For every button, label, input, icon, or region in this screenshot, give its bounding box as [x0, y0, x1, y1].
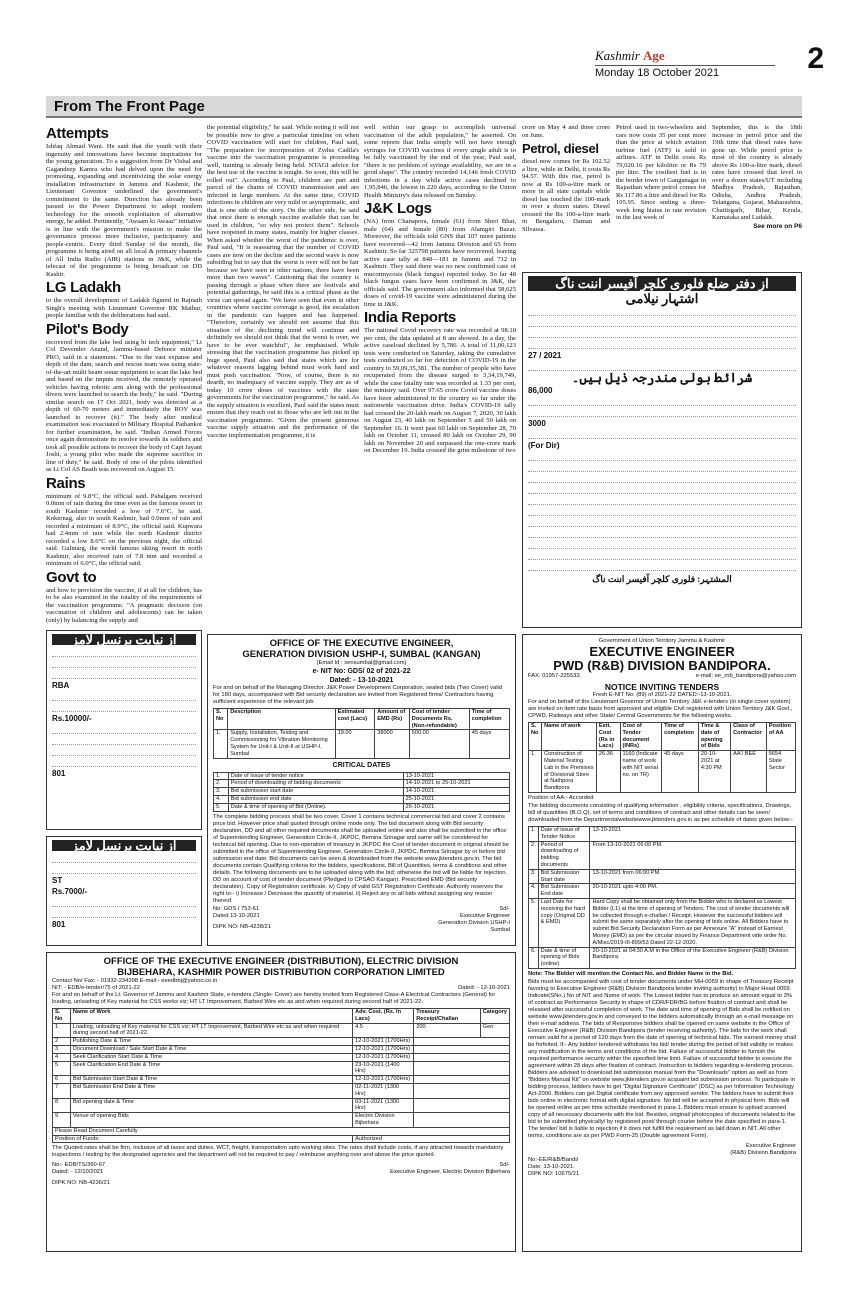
headline-govt-to: Govt to — [46, 568, 97, 586]
urdu-tag: (For Dir) — [528, 441, 560, 450]
pwd-bandipora-tender: Government of Union Territory Jammu & Kashmir EXECUTIVE ENGINEER PWD (R&B) DIVISION BANDIPORA. FAX: 01957-225533. e-mail: ee_rnb_bandipora@yahoo.com NOTICE INVITING TENDERS Fresh E-NIT No: (89) of 2021-22 DATED:-13-10-2021. For and on behalf of the Lieutenant Governor of Union Territory J&K e-tenders (in single cover system) are invited on item rate basis from approved and eligible Civil registered with Union Territory J&K Govt., CPWD, Railways and other State/ Central Governments for the following works. S. No Name of work Estt. Cost (Rs in Lacs) Cost of Tender document (INRs) Time of completion Time & date of opening of Bids Class of Contractor Position of AA 1 Construction of Material Testing Lab in the Premises of Divisional Store at Nathpora Bandipora 26.36 1160 (Indicate name of work with NIT serial no. on TR) 45 days 20-10-2021 at 4:30 PM AA'/ BEE 5654 State Sector Position of AA:- Accorded The bidding documents consisting of qualifying information , eligibility criteria, specifications, Drawings, bill of quantities (B.O.Q), set of terms and conditions of contract and other details can be seen/ downloaded from the Departmentalwebsitewww.jktenders.gov.in as per schedule of dates given below:- 1. Date of issue of Tender Notice 13-10-2021 2. Period of downloading of bidding documents From 13-10-2021 06:00 PM. 3. Bid Submission Start date 13-10-2021 from 06:00 PM. 4. Bid Submission End date 20-10-2021 upto 4:00 PM. 5. Last Date for receiving the hard copy (Original DD & EMD) Hard Copy shall be obtained only from the Bidder who is declared as Lowest Bidder (L1) at the time of opening of Tenders. The cost of tender documents will be collected through e-challan / Receipt. However the successful bidders will submit the same separately after the opening of bids online. All Bidders have to submit Bid Security Declaration Form as per Annexure "A" instead of Earnest Money (EMD) as per the circular issued by Finance Department vide order No. A/Misc/2019-III-899/53 Dated 22-12-2020. 6. Date & time of opening of Bids (online) 20-10-2021 at 04:30 A.M in the Office of the Executive Engineer (R&B) Division Bandipora. Note: The Bidder will mention the Contact No. and Bidder Name in the Bid. Bids must be accompanied with cost of tender documents under MH-0059 in shape of Treasury Receipt favoring to Executive Engineer (R&B) Division Bandipora tender inviting authority) in Major Head 0059. Indicate(SNo.) No of NIT and Name of work. The Lowest bidder has to produce an amount equal to 3% of contract as Performance Security in shape of CDR/FDR/BG before fixation of contract and shall be released after successful completion of work. The date and time of opening of Bids shall be notified on website www.jktenders.gov.in and conveyed to the bidders automatically through an e-mail message on their e-mail address. The bids of Responsive bidders shall be opened on same website in the Office of Executive Engineer (R&B) Division Bandipora (tender receiving authority). The bids for the work shall remain valid for a period of 120 days from the date of opening of technical bids. The earnest money shall be forfeited, if:- Any bidder/ tendered withdraws his bid/ tender during the period of bid validity or makes any modification in the terms and conditions of the bid. Failure of successful bidder to furnish the required performance security within the specified time limit. Failure of successful bidder to execute the agreement within 28 days after fixation of contract. Instruction to bidders regarding e-tendering process. Bidders are advised to download bid submission manual from the "Downloads" option as well as from "Bidders Manual Kit" on website www.jktenders.gov.in acquaint bid submission process. To participate in bidding process, bidders have to get "Digital Signature Certificate" (DSC) as per Information Technology Act-2000. Bidders can get Digital certificate from any approved vendor. The bidders have to submit their bids online in electronic format with digital signature. No bid will be accepted in physical form. Bids will be opened online as per time schedule mentioned in para-1. Bidders must ensure to upload scanned copy of all necessary documents with the bid. Besides, original/ photocopies of documents related to the bid to be submitted physically/ by registered post/ through courier before the date specified in para-1. The tender/ bid is liable to rejection if it does not fulfill the requirement as laid down in NIT. All other terms, conditions are as per PWD Form-25 (Double agreement Form). Executive Engineer (R&B) Division Bandipora No:-EE/R&B/Bandi/ Date: 13-10-2021. DIPK NO: 10675/21 — [522, 634, 802, 1252]
urdu-signature: المشتہر: فلوری کلچر آفیسر اننت ناگ — [592, 574, 732, 584]
headline-pilots-body: Pilot's Body — [46, 320, 129, 338]
story-rains: minimum of 9.8°C, the official said. Pahalgam received 0.0mm of rain during the time even as the famous resort in south Kashmir recorded a low of 7.6°C, he said. Kokernag, also in south Kashmir, had 0.0mm of rain and recorded a minimum of 8.9°C, the official said. Kupwara had 2.4mm of rain while the north Kashmir district recorded a low 8.6°C on the previous night, the official said. Gulmarg, the world famous skiing resort in north Kashmir, also received rain of 7.8 mm and recorded a minimum of 6.0°C, the official said. — [46, 492, 202, 567]
sumbal-tender-notice: OFFICE OF THE EXECUTIVE ENGINEER, GENERATION DIVISION USHP-I, SUMBAL (KANGAN) (Email Id : xensumbal@gmail.com) e- NIT No: GDS/ 02 of 2021-22 Dated: - 13-10-2021 For and on behalf of the Managing Director, J&K Power Development Corporation, sealed bids (Two Cover) valid for 180 days, accompanied with Bid security declaration are invited from Registered firms/ Contractors having sufficient experience of the relevant job S. No Description Estimated cost (Lacs) Amount of EMD (Rs) Cost of tender Documents Rs. (Non-refundable) Time of completion 1. Supply, Installation, Testing and Commissioning for Vibration Monitoring System for Unit-I & Unit-II at USHP-I, Sumbal 19.00 38000 500.00 45 days CRITICAL DATES 1. Date of Issue of tender notice 13-10-2021 2. Period of downloading of bidding documents 14-10-2021 to 25-10-2021 3. Bid submission start date 14-10-2021 4. Bid submission end date 25-10-2021 5. Date & time of opening of Bid (Online). 26-10-2021 The complete bidding process shall be two cover, Cover 1 contains technical commercial bid and cover 2 contains price bid. However price shall quoted through online mode only. The bid document along with Bid security declaration, DD and all other required documents shall be uploaded online and also shall be submitted in the office of Superintending Engineer, Generation Circle-II, JKPDC, Bemina Srinagar and same will be considered for technical bid opening. Due to non-operation of treasury in JKPDC the Cost of tender document in original should be submitted in the office of Superintending Engineer, Generation Circle-II, JKPDC, Bemina Srinagar by or before bid submission end date. Bid documents can be seen & downloaded from the website www.jktenders.gov.in. The bid documents contain Qualifying criteria for the bidders, specifications, Bill of Quantities, terms & conditions and other details. The following documents are to be uploaded along with the bid; otherwise the bid will be liable for rejection. DD on account of cost of tender document (Pledged to CPSAO Kangan). Prescribed EMD (Bid security declaration). Copy of Registration certificate. iv) Copy of valid GST Registration Certificate. Authority reserves the right to:- i) Increase / Decrease the quantity of material. ii) Reject any or all bids without assigning any reason thereof. No: GDS / 753-61 Dated 13-10-2021 DIPK NO: NB-4238/21 Sd/- Executive Engineer Generation Division USHP-I Sumbal — [207, 634, 516, 946]
section-header: From The Front Page — [46, 96, 802, 118]
column-4: crore on May 4 and three crore on June. Petrol, diesel diesel now comes for Rs 102.52 a litre, while in Delhi, it costs Rs 94.57. With this rise, petrol is now at Rs 100-a-litre mark or more in all state capitals while diesel has touched the 100-mark in over a dozen states. Diesel crossed the Rs 100-a-litre mark in Bengaluru, Daman and Silvassa. — [522, 124, 610, 233]
story-continued-2: the potential eligibility," he said. While noting it will not be possible now to give a particular timeline on when COVID vaccination will start for children, Paul said, "The preparation for incorporation of Zydus Cadila's vaccine into the vaccination programme is proceeding well, training is already being held. NTAGI advice for the best use of the vaccine is sought. So soon, this will be rolled out". According to Paul, children are part and parcel of the chains of COVID transmission and are infected in large numbers. At the same time, COVID infections in children are very mild or asymptomatic, and that is one side of the story. On the other side, he said that once there is enough vaccine available that can be used in children, "so why not protect them". Schools have reopened in many states, mainly for higher classes. When asked whether the worst of the pandemic is over, Paul said, "It is reassuring that the number of COVID cases are now on the decline and the second wave is now subsiding but to say that the worst is over will not be fair because we have seen in other nations, there have been more than two waves". Cautioning that the country is passing through a phase when there are festivals and potential gatherings, he said this is a critical phase as the virus can spread again. "We have seen that even in other countries where vaccine coverage is good, the escalation in the pandemic can happen and has happened. "Therefore, certainly we should not assume that this situation of the declining trend will continue and definitely we should not think that the worst is over, we have to be ever watchful", he emphasised. While stressing that the vaccination programme has picked up huge speed, Paul also said that states which are for whatever reasons lagging behind must work hard and must push vaccination. "Now, of course, there is no dearth, no inadequacy of vaccine supply. They are as of today 10 crore doses of vaccines with the state governments for the vaccination programme," he said. As the supply situation is excellent, Paul said the states must ensure that they reach out to those who are left out in the vaccination programme. "Given the present generous vaccine supply situation and the performance of the vaccine implementation programme, it is — [207, 124, 359, 439]
dateline: Monday 18 October 2021 — [595, 65, 775, 79]
story-lg-ladakh: to the overall development of Ladakh figured in Rajnath Singh's meeting with Lieutenant Governor RK Mathur, people familiar with the deliberations had said. — [46, 297, 202, 319]
sumbal-work-table: S. No Description Estimated cost (Lacs) Amount of EMD (Rs) Cost of tender Documents Rs. (Non-refundable) Time of completion 1. Supply, Installation, Testing and Commissioning for Vibration Monitoring System for Unit-I & Unit-II at USHP-I, Sumbal 19.00 38000 500.00 45 days — [213, 708, 510, 759]
headline-rains: Rains — [46, 474, 86, 492]
story-continued-3: well within our grasp to accomplish universal vaccination of the adult population," he asserted. On some reports that India simply will not have enough syringes for COVID vaccines if every single adult is to be fully vaccinated by the end of the year, Paul said, "there is no problem of syringe availability, we are in a good shape". The country recorded 14,146 fresh COVID infections in a day while active cases declined to 1,95,846, the lowest in 220 days, according to the Union Health Ministry's data released on Sunday. — [364, 124, 516, 199]
pwd-work-table: S. No Name of work Estt. Cost (Rs in Lacs) Cost of Tender document (INRs) Time of completion Time & date of opening of Bids Class of Contractor Position of AA 1 Construction of Material Testing Lab in the Premises of Divisional Store at Nathpora Bandipora 26.36 1160 (Indicate name of work with NIT serial no. on TR) 45 days 20-10-2021 at 4:30 PM AA'/ BEE 5654 State Sector — [528, 722, 796, 793]
urdu-ad-2: از نیابت برنسل لامز ST Rs.7000/- 801 — [46, 836, 202, 946]
bijbehara-table: S. No Name of Work Adv. Cost. (Rs. In Lacs) Treasury Receipt/Challan Category 1 Loading, unloading of Key material for CSS viz; HT LT Improvement, Barbed Wire etc as and when required during second half of 2021-22. 4.5 200 Gen 2 Publishing Date & Time 12-10-2021 (1700Hrs) 3 Document Download / Sale Start Date & Time 12-10-2021 (1700Hrs) 4 Seek Clarification Start Date & Time 12-10-2021 (1700Hrs) 5 Seek Clarification End Date & Time 23-10-2021 (1400 Hrs) 6 Bid Submission Start Date & Time 12-10-2021 (1700Hrs) 7 Bid Submission End Date & Time 02-11-2021 (1300 Hrs) 8 Bid opening date & Time 03-11-2021 (1300 Hrs) 9 Venue of opening Bids Electric Division Bijbehara Please Read Document Carefully Position of Funds: Authorized — [52, 1008, 510, 1143]
column-6: September, this is the 18th increase in petrol price and the 19th time that diesel rates have gone up. While petrol price is most of the country is already above Rs 100-a-litre mark, diesel rates have crossed that level in over a dozen states/UT including Madhya Pradesh, Rajasthan, Odisha, Andhra Pradesh, Telangana, Gujarat, Maharashtra, Chattisgarh, Bihar, Kerala, Karnataka and Ladakh. See more on P6 — [712, 124, 802, 230]
headline-petrol-diesel: Petrol, diesel — [522, 141, 599, 156]
page-number: 2 — [807, 42, 824, 75]
urdu-auction-notice — [522, 272, 802, 628]
masthead — [595, 42, 830, 88]
column-3 — [364, 124, 516, 630]
urdu-conditions-heading: شرائط بولی مندرجہ ذیل ہیں۔ — [571, 370, 753, 385]
bijbehara-tender-notice: OFFICE OF THE EXECUTIVE ENGINEER (DISTRIBUTION), ELECTRIC DIVISION BIJBEHARA, KASHMIR POWER DISTRIBUTION CORPORATION LIMITED Contact No/ Fax: - 01932-234398 E-mail:- eeedbbj@yahoo.co.in NIT: - EDB/e-tender/75 of 2021-22 Dated: - 12-10-2021 For and on behalf of the Lt. Governor of Jammu and Kashmir State, e-tenders (Single- Cover) are hereby invited from Registered Class-A Electrical Contractors (General) for loading, unloading of Key material for CSS works viz; HT LT Improvement, Barbed Wire etc as and when required during second half of 2021-22. S. No Name of Work Adv. Cost. (Rs. In Lacs) Treasury Receipt/Challan Category 1 Loading, unloading of Key material for CSS viz; HT LT Improvement, Barbed Wire etc as and when required during second half of 2021-22. 4.5 200 Gen 2 Publishing Date & Time 12-10-2021 (1700Hrs) 3 Document Download / Sale Start Date & Time 12-10-2021 (1700Hrs) 4 Seek Clarification Start Date & Time 12-10-2021 (1700Hrs) 5 Seek Clarification End Date & Time 23-10-2021 (1400 Hrs) 6 Bid Submission Start Date & Time 12-10-2021 (1700Hrs) 7 Bid Submission End Date & Time 02-11-2021 (1300 Hrs) 8 Bid opening date & Time 03-11-2021 (1300 Hrs) 9 Venue of opening Bids Electric Division Bijbehara Please Read Document Carefully Position of Funds: Authorized The Quoted rates shall be firm, inclusive of all taxes and duties, WCT, freight, transportation upto working sites. The rates shall include costs, if any attracted towards mandatory inspections / testing by the designated agencies and the department will not be required to pay / reimburse anything over and above the price quoted. No:- EDB/TS/360-67 Dated: - 12/10/2021 DIPK NO: NB-4236/21 Sd/- Executive Engineer, Electric Division Bijbehara — [46, 952, 516, 1252]
pwd-dates-table: 1. Date of issue of Tender Notice 13-10-2021 2. Period of downloading of bidding documents From 13-10-2021 06:00 PM. 3. Bid Submission Start date 13-10-2021 from 06:00 PM. 4. Bid Submission End date 20-10-2021 upto 4:00 PM. 5. Last Date for receiving the hard copy (Original DD & EMD) Hard Copy shall be obtained only from the Bidder who is declared as Lowest Bidder (L1) at the time of opening of Tenders. The cost of tender documents will be collected through e-challan / Receipt. However the successful bidders will submit the same separately after the opening of bids online. All Bidders have to submit Bid Security Declaration Form as per Annexure "A" instead of Earnest Money (EMD) as per the circular issued by Finance Department vide order No. A/Misc/2019-III-899/53 Dated 22-12-2020. 6. Date & time of opening of Bids (online) 20-10-2021 at 04:30 A.M in the Office of the Executive Engineer (R&B) Division Bandipora. — [528, 826, 796, 969]
column-5: Petrol used in two-wheelers and cars now costs 35 per cent more than the price at which aviation turbine fuel (ATF) is sold to airlines. ATF in Delhi costs Rs 79,020.16 per kilolitre or Rs 79 per litre. The costliest fuel is in the border town of Ganganagar in Rajasthan where petrol comes for Rs 117.86 a litre and diesel for Rs 105.95. Since ending a three-week long hiatus in rate revision in the last week of — [616, 124, 706, 221]
urdu-amount-1: 86,000 — [528, 386, 553, 395]
column-2 — [207, 124, 359, 630]
urdu-notice-subtitle: اشتہار نیلامی — [625, 291, 699, 306]
see-more-link[interactable]: See more on P6 — [753, 222, 802, 230]
headline-jk-logs: J&K Logs — [364, 200, 432, 217]
headline-lg-ladakh: LG Ladakh — [46, 279, 121, 296]
urdu-notice-title: از دفتر ضلع فلوری کلچر آفیسر اننت ناگ — [528, 276, 796, 291]
story-india-reports: The national Covid recovery rate was recorded at 98.10 per cent, the data updated at 8 am showed. In a day, the active caseload declined by 5,786. A total of 11,00,123 tests were conducted on Saturday, taking the cumulative tests conducted so far for detection of COVID-19 in the country to 59,09,35,381. The number of people who have recuperated from the disease surged to 3,34,19,749, while the case fatality rate was recorded at 1.33 per cent, the ministry said. Over 97.65 crore Covid vaccine doses have been administered in the country so far under the nationwide vaccination drive. India's COVID-19 tally had crossed the 20-lakh mark on August 7, 2020, 30 lakh on August 23, 40 lakh on September 5 and 50 lakh on September 16. It went past 60 lakh on September 28, 70 lakh on October 11, crossed 80 lakh on October 29, 90 lakh on November 20 and surpassed the one-crore mark on December 19. India crossed the grim milestone of two — [364, 327, 516, 454]
story-petrol-diesel: diesel now comes for Rs 102.52 a litre, while in Delhi, it costs Rs 94.57. With this rise, petrol is now at Rs 100-a-litre mark or more in all state capitals while diesel has touched the 100-mark in over a dozen states. Diesel crossed the Rs 100-a-litre mark in Bengaluru, Daman and Silvassa. — [522, 158, 610, 233]
headline-india-reports: India Reports — [364, 309, 456, 326]
brand-logo: Kashmir Age — [595, 48, 665, 63]
story-jk-logs: (NA) from Chanapora, female (61) from Sheri Bhat, male (64) and female (80) from Alamgiri Bazar. Moreover, the officials told GNS that 107 more patients have recovered—42 from Jammu Division and 65 from Kashmir. So far 325798 patients have recovered, leaving active case tally at 848—181 in Jammu and 712 in Kashmir. They said there was no new confirmed case of mucormycosis (black fungus) reported today. So far 48 black fungus cases have been confirmed in J&K, the officials said. The government also informed that 58,625 doses of covid-19 vaccine were administered during the time in J&K. — [364, 218, 516, 308]
story-govt-to: and how to provision the vaccine, if at all for children, has to be also examined in the totality of the requirements of the vaccination programme. "A pragmatic decision (on vaccination of children and adolescents) can be taken (only) by balancing the supply and — [46, 586, 202, 624]
urdu-ad-1: از نیابت برنسل لامز RBA Rs.10000/- 801 — [46, 630, 202, 830]
story-pilots-body: recovered from the lake bed using hi tech equipment," Lt Col Devender Anand, Jammu-based Defence minister PRO, said in a statement. "Due to the vast expanse and depth of the dam, search and rescue team was using state-of-the-art multi beam sonar equipment to scan the lake bed and based on the imputs received, the remotely operated vehicles having robotic arm along with the professional divers were launched to search the body," he said. "During similar search on 17 Oct 2021, body was detected at a depth of 60-70 meters and immediately the ROV was launched to recover (it)." The body after medical examination was evacuated to Military Hospital Pathankot for further examination, he said. "Indian Armed Forces once again demonstrate its resolve towards its soldiers and took all possible actions to recover the body of Capt Jayant Joshi, a young pilot who made the supreme sacrifice in line of duty," he said. Body of one of the pilots identified as Lt Col AS Baath was recovered on August 15. — [46, 338, 202, 473]
story-attempts: Ishfaq Ahmad Wani. He said that the youth with their ingenuity and innovations have become inspirations for the young generation. To a suggestion from Dr Vishal and Gagandeep Kamra who had delved upon the need for promoting, expanding and incentivizing the solar energy installation infrastructure in Jammu and Kashmir, the Lieutenant Governor underlined the government's commitment to the same. Direction has already been passed to the Power Department to adopt modern technology for the smooth exploitation of alternative energy, he added. Pertinently, "Awaam ki Awaaz" initiative is in line with the government's mission to make the governance process more inclusive, participatory and people-centric. Every third Sunday of the month, the programme is being aired on all local & primary channels of All India Radio (AIR) stations in J&K, while the telecast of the programme is being broadcast on DD Kashir. — [46, 143, 202, 278]
urdu-date-number: 27 / 2021 — [528, 351, 562, 360]
headline-attempts: Attempts — [46, 125, 109, 142]
urdu-amount-2: 3000 — [528, 419, 546, 428]
sumbal-dates-table: 1. Date of Issue of tender notice 13-10-2021 2. Period of downloading of bidding documents 14-10-2021 to 25-10-2021 3. Bid submission start date 14-10-2021 4. Bid submission end date 25-10-2021 5. Date & time of opening of Bid (Online). 26-10-2021 — [213, 772, 510, 812]
